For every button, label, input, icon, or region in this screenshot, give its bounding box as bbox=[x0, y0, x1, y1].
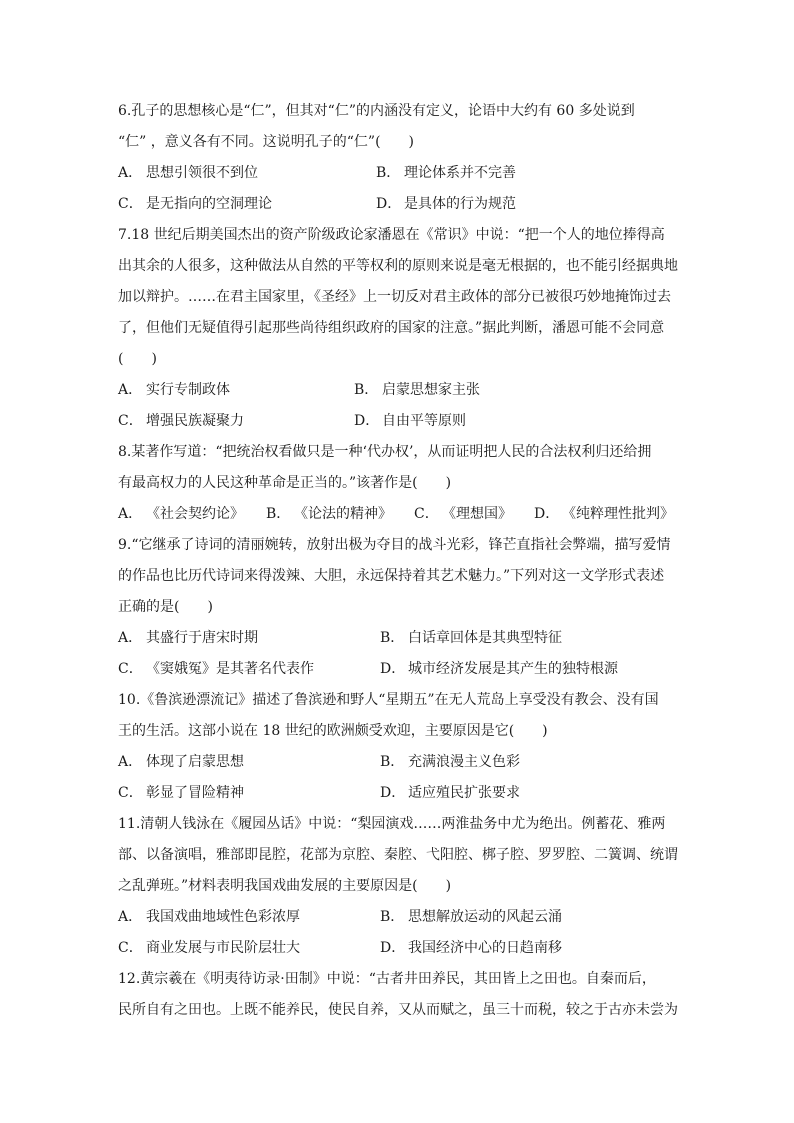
options-row bbox=[118, 778, 678, 809]
options-row bbox=[118, 654, 678, 685]
options-row bbox=[118, 189, 678, 220]
question-7 bbox=[118, 220, 678, 437]
option-c[interactable]: C． 商业发展与市民阶层壮大 bbox=[118, 940, 300, 956]
option-c[interactable]: C． 《理想国》 bbox=[414, 506, 512, 522]
question-text-line: ( ) bbox=[118, 351, 157, 367]
question-text-line: 12.黄宗羲在《明夷待访录·田制》中说：“古者井田养民，其田皆上之田也。自秦而后， bbox=[118, 971, 656, 987]
option-b[interactable]: B． 启蒙思想家主张 bbox=[354, 382, 480, 398]
question-text-line: 出其余的人很多，这种做法从自然的平等权利的原则来说是毫无根据的，也不能引经据典地 bbox=[118, 258, 678, 274]
question-12 bbox=[118, 964, 678, 1026]
question-text-line: 民所自有之田也。上既不能养民，使民自养，又从而赋之，虽三十而税，较之于古亦未尝为 bbox=[118, 1002, 678, 1018]
question-text-line: 9.“它继承了诗词的清丽婉转，放射出极为夺目的战斗光彩，锋芒直指社会弊端，描写爱情 bbox=[118, 537, 671, 553]
option-d[interactable]: D． 我国经济中心的日趋南移 bbox=[380, 940, 562, 956]
option-c[interactable]: C． 增强民族凝聚力 bbox=[118, 413, 244, 429]
option-b[interactable]: B． 思想解放运动的风起云涌 bbox=[380, 909, 562, 925]
option-d[interactable]: D． 城市经济发展是其产生的独特根源 bbox=[380, 661, 618, 677]
question-text-line: 的作品也比历代诗词来得泼辣、大胆，永远保持着其艺术魅力。”下列对这一文学形式表述 bbox=[118, 568, 665, 584]
option-a[interactable]: A． 思想引领很不到位 bbox=[118, 165, 258, 181]
options-row bbox=[118, 623, 678, 654]
option-a[interactable]: A． 体现了启蒙思想 bbox=[118, 754, 244, 770]
question-10 bbox=[118, 685, 678, 809]
question-text-line: 了，但他们无疑值得引起那些尚待组织政府的国家的注意。”据此判断，潘恩可能不会同意 bbox=[118, 320, 665, 336]
option-c[interactable]: C． 是无指向的空洞理论 bbox=[118, 196, 272, 212]
option-a[interactable]: A． 《社会契约论》 bbox=[118, 506, 244, 522]
question-text-line: 加以辩护。……在君主国家里，《圣经》上一切反对君主政体的部分已被很巧妙地掩饰过去 bbox=[118, 289, 671, 305]
question-text-line: 10.《鲁滨逊漂流记》描述了鲁滨逊和野人“星期五”在无人荒岛上享受没有教会、没有国 bbox=[118, 692, 659, 708]
option-c[interactable]: C． 彰显了冒险精神 bbox=[118, 785, 244, 801]
question-9 bbox=[118, 530, 678, 685]
options-row bbox=[118, 158, 678, 189]
exam-page bbox=[118, 96, 678, 1026]
question-text-line: 部、以备演唱，雅部即昆腔，花部为京腔、秦腔、弋阳腔、梆子腔、罗罗腔、二簧调、统谓 bbox=[118, 847, 678, 863]
question-text-line: 王的生活。这部小说在 18 世纪的欧洲颇受欢迎，主要原因是它( ) bbox=[118, 723, 548, 739]
option-b[interactable]: B． 理论体系并不完善 bbox=[376, 165, 516, 181]
option-d[interactable]: D． 适应殖民扩张要求 bbox=[380, 785, 520, 801]
options-row bbox=[118, 747, 678, 778]
question-text-line: 有最高权力的人民这种革命是正当的。”该著作是( ) bbox=[118, 475, 452, 491]
option-a[interactable]: A． 实行专制政体 bbox=[118, 382, 230, 398]
option-a[interactable]: A． 我国戏曲地域性色彩浓厚 bbox=[118, 909, 300, 925]
option-b[interactable]: B． 充满浪漫主义色彩 bbox=[380, 754, 520, 770]
option-c[interactable]: C． 《窦娥冤》是其著名代表作 bbox=[118, 661, 314, 677]
question-text-line: 6.孔子的思想核心是“仁”，但其对“仁”的内涵没有定义，论语中大约有 60 多处说到 bbox=[118, 103, 635, 119]
question-text-line: 8.某著作写道：“把统治权看做只是一种‘代办权’，从而证明把人民的合法权利归还给拥 bbox=[118, 444, 652, 460]
option-a[interactable]: A． 其盛行于唐宋时期 bbox=[118, 630, 258, 646]
question-8 bbox=[118, 437, 678, 530]
question-text-line: 正确的是( ) bbox=[118, 599, 213, 615]
options-row bbox=[118, 933, 678, 964]
question-text-line: 11.清朝人钱泳在《履园丛话》中说：“梨园演戏……两淮盐务中尤为绝出。例蓄花、雅两 bbox=[118, 816, 666, 832]
question-text-line: 之乱弹班。”材料表明我国戏曲发展的主要原因是( ) bbox=[118, 878, 452, 894]
question-11 bbox=[118, 809, 678, 964]
option-d[interactable]: D． 《纯粹理性批判》 bbox=[534, 506, 674, 522]
option-b[interactable]: B． 白话章回体是其典型特征 bbox=[380, 630, 562, 646]
option-d[interactable]: D． 是具体的行为规范 bbox=[376, 196, 516, 212]
question-text-line: 7.18 世纪后期美国杰出的资产阶级政论家潘恩在《常识》中说：“把一个人的地位捧得高 bbox=[118, 227, 665, 243]
question-6 bbox=[118, 96, 678, 220]
options-row bbox=[118, 375, 678, 406]
options-row bbox=[118, 499, 678, 530]
options-row bbox=[118, 406, 678, 437]
option-b[interactable]: B． 《论法的精神》 bbox=[266, 506, 392, 522]
option-d[interactable]: D． 自由平等原则 bbox=[354, 413, 466, 429]
options-row bbox=[118, 902, 678, 933]
question-text-line: “仁” ，意义各有不同。这说明孔子的“仁”( ) bbox=[118, 134, 415, 150]
